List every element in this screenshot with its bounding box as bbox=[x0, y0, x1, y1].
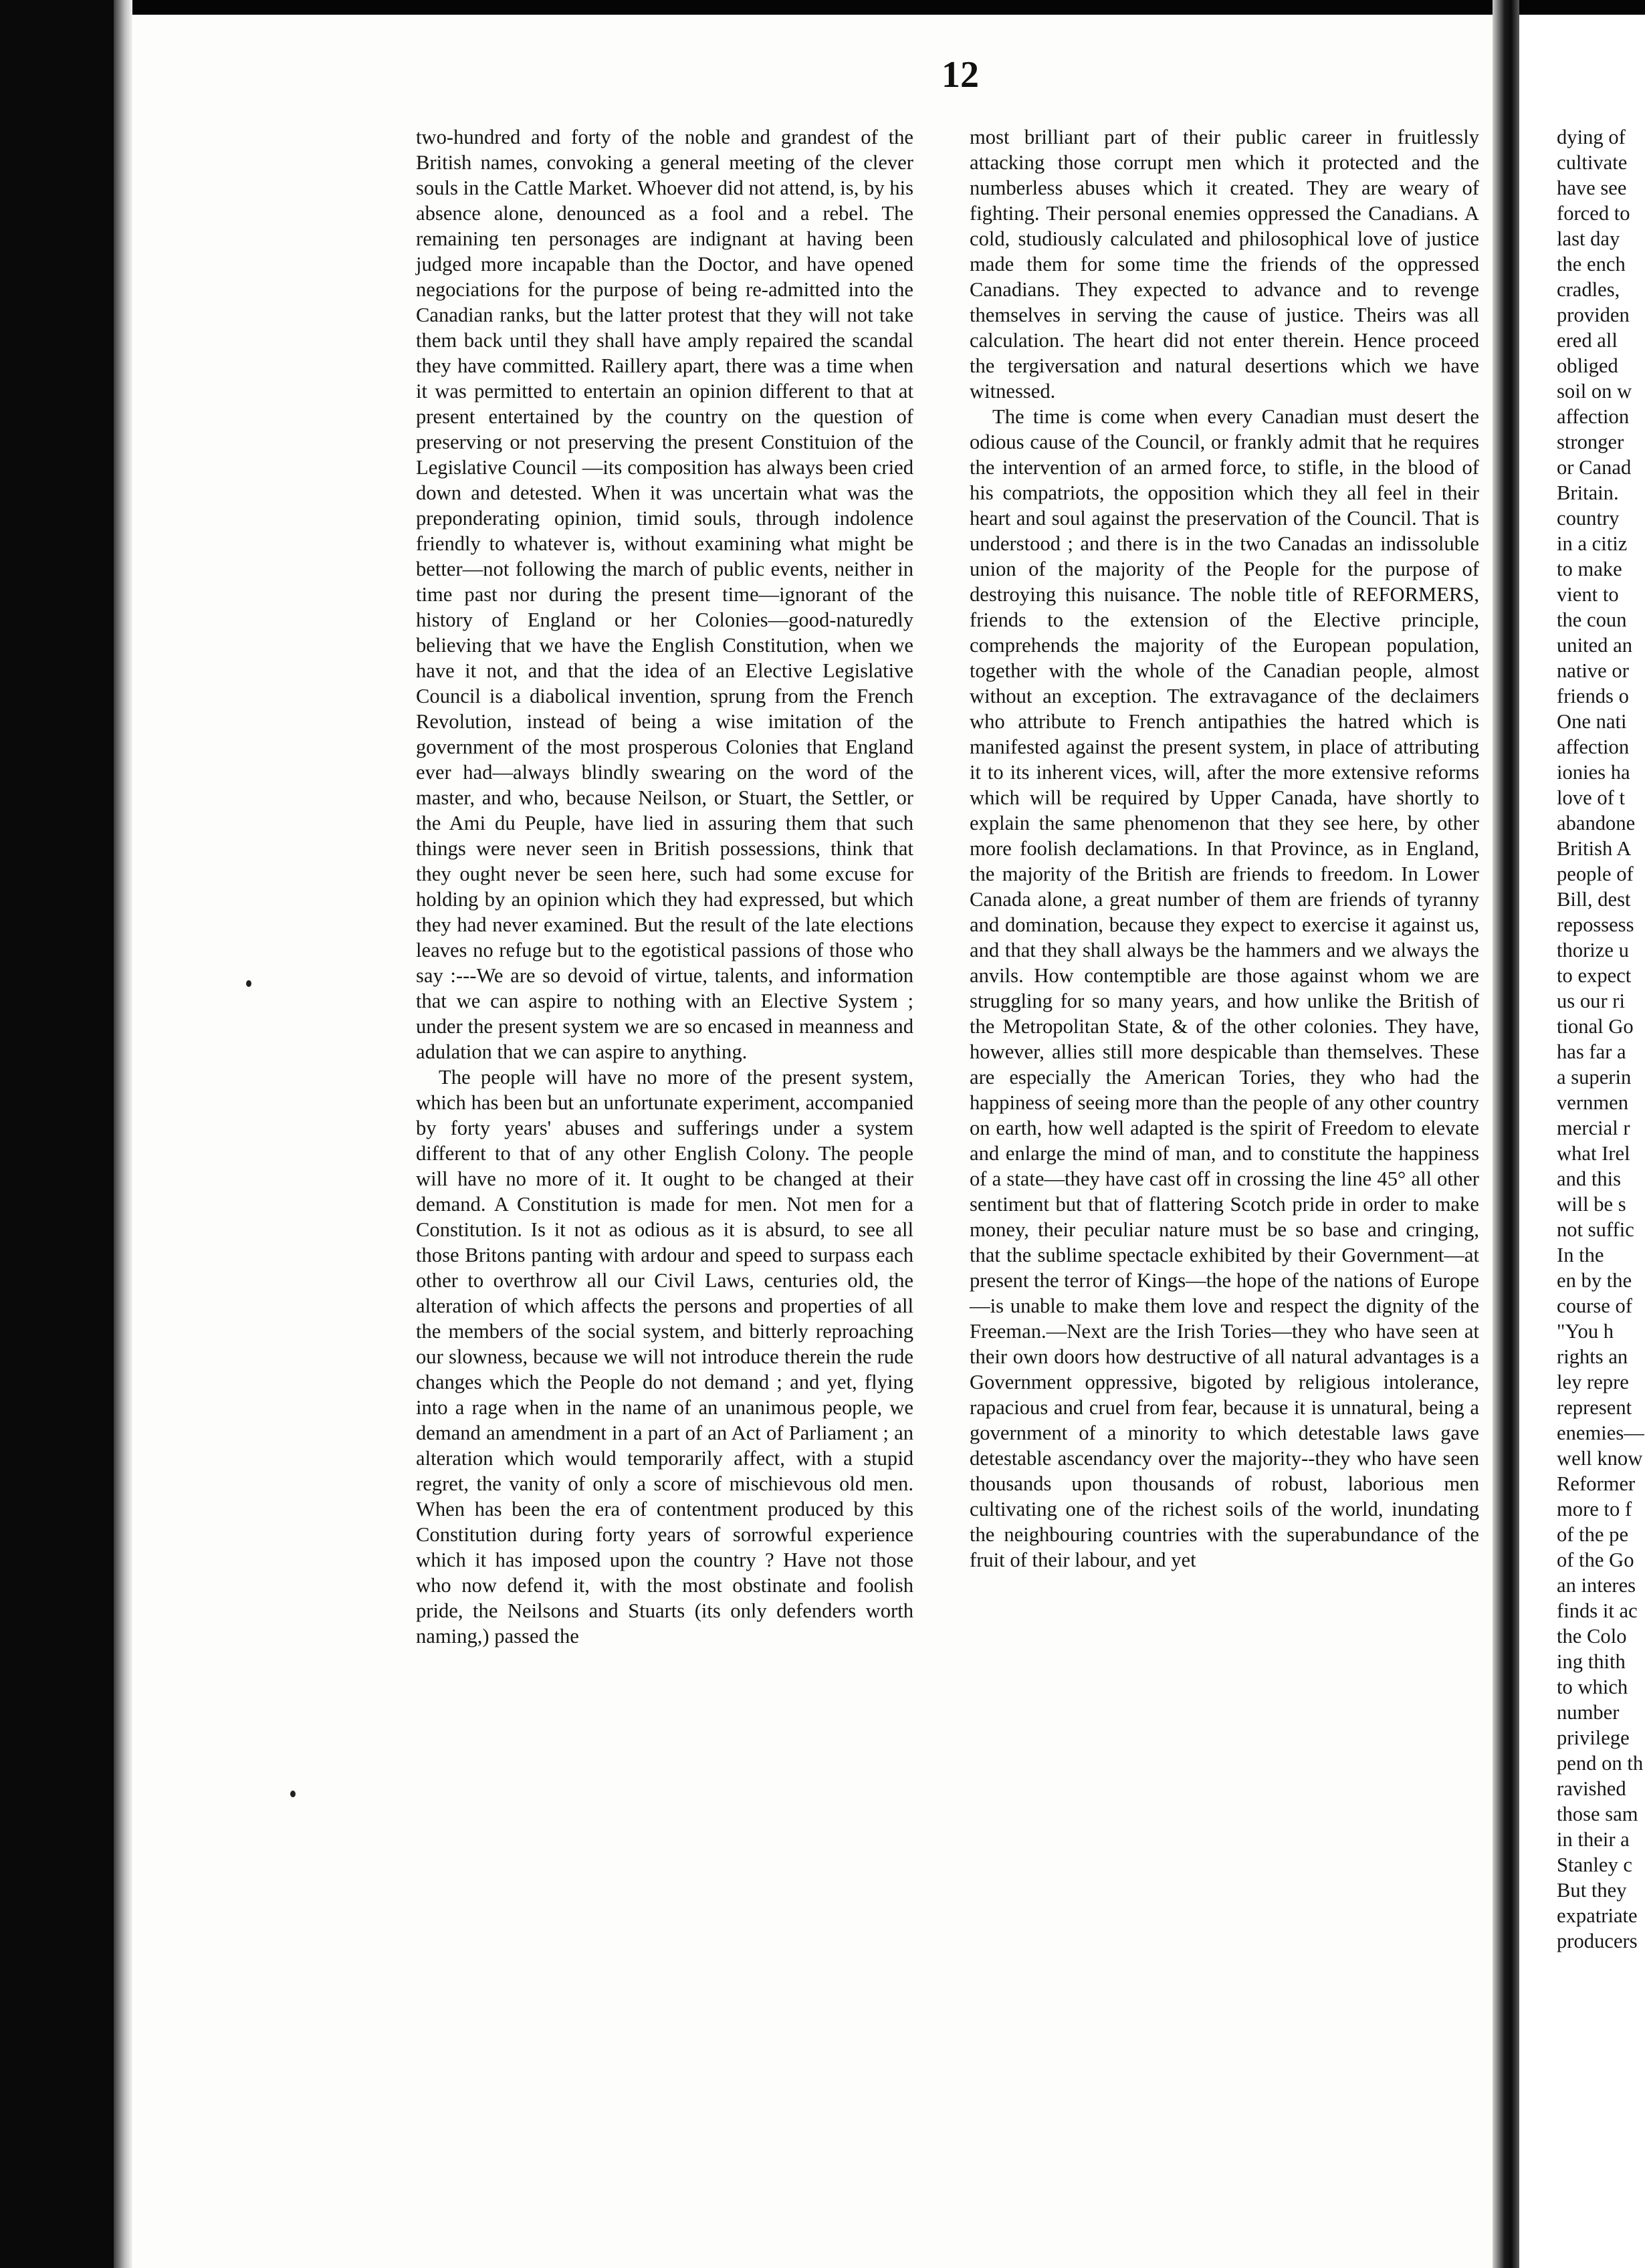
column-3-line: more to f bbox=[1557, 1498, 1632, 1520]
text-column-3-cropped bbox=[1557, 124, 1645, 1954]
column-3-line: mercial r bbox=[1557, 1117, 1630, 1139]
column-3-line: in their a bbox=[1557, 1828, 1630, 1851]
column-3-line: united an bbox=[1557, 634, 1632, 657]
paragraph: most brilliant part of their public career in fruitlessly attacking those corrupt men which it protected and the numberless abuses which it created. They are weary of fighting. Their personal enemies oppressed the Canadians. A cold, studiously calculated and philosophical love of justice made them for some time the friends of the oppressed Canadians. They expected to advance and to revenge themselves in serving the cause of justice. Theirs was all calculation. The heart did not enter therein. Hence proceed the tergiversation and natural desertions which we have witnessed. bbox=[970, 126, 1479, 403]
column-3-line: those sam bbox=[1557, 1803, 1638, 1825]
column-3-line: In the bbox=[1557, 1244, 1604, 1266]
column-3-line: people of bbox=[1557, 863, 1634, 885]
column-3-line: well know bbox=[1557, 1447, 1643, 1470]
column-3-line: Stanley c bbox=[1557, 1853, 1632, 1876]
book-gutter bbox=[1493, 0, 1519, 2268]
column-3-line: of the Go bbox=[1557, 1549, 1634, 1571]
column-3-line: native or bbox=[1557, 659, 1629, 682]
column-3-line: have see bbox=[1557, 177, 1627, 199]
paragraph: two-hundred and forty of the noble and grandest of the British names, convoking a general meeting of the clever souls in the Cattle Market. Whoever did not attend, is, by his absence alone, denounced as a fool and a rebel. The remaining ten personages are indignant at having been judged more incapable than the Doctor, and have opened negociations for the purpose of being re-admitted into the Canadian ranks, but the latter protest that they will not take them back until they shall have amply repaired the scandal they have committed. Raillery apart, there was a time when it was permitted to entertain an opinion different to that at present entertained by the country on the question of preserving or not preserving the present Constituion of the Legislative Council —its composition has always been cried down and detested. When it was uncertain what was the preponderating opinion, timid souls, through indolence friendly to whatever is, without examining what might be better—not following the march of public events, neither in time past nor during the present time—ignorant of the history of England or her Colonies—good-naturedly believing that we have the English Constitution, when we have it not, and that the idea of an Elective Legislative Council is a diabolical invention, sprung from the French Revolution, instead of being a wise imitation of the government of the most prosperous Colonies that England ever had—always blindly swearing on the word of the master, and who, because Neilson, or Stuart, the Settler, or the Ami du Peuple, have lied in assuring them that such things were never seen in British possessions, think that they ought never be seen here, such had some excuse for holding by an opinion which they had expressed, but which they had never examined. But the result of the late elections leaves no refuge but to the egotistical passions of those who say :---We are so devoid of virtue, talents, and information that we can aspire to nothing with an Elective System ; under the present system we are so encased in meanness and adulation that we can aspire to anything. bbox=[416, 126, 913, 1063]
column-3-line: to which bbox=[1557, 1676, 1628, 1698]
column-3-line: pend on th bbox=[1557, 1752, 1644, 1775]
column-3-line: country bbox=[1557, 507, 1620, 530]
column-3-line: One nati bbox=[1557, 710, 1627, 733]
column-3-line: friends o bbox=[1557, 685, 1629, 707]
column-3-line: cradles, bbox=[1557, 278, 1620, 301]
column-3-line: finds it ac bbox=[1557, 1599, 1638, 1622]
column-3-line: "You h bbox=[1557, 1320, 1614, 1343]
column-3-line: Britain. bbox=[1557, 481, 1619, 504]
column-3-line: privilege bbox=[1557, 1726, 1630, 1749]
column-3-line: But they bbox=[1557, 1879, 1627, 1902]
column-3-line: course of bbox=[1557, 1294, 1632, 1317]
column-3-line: has far a bbox=[1557, 1040, 1626, 1063]
column-3-line: tional Go bbox=[1557, 1015, 1634, 1038]
column-3-line: what Irel bbox=[1557, 1142, 1630, 1165]
ink-speck bbox=[246, 980, 251, 987]
column-3-line: Reformer bbox=[1557, 1472, 1636, 1495]
page-left-edge-shadow bbox=[114, 0, 132, 2268]
paragraph: The time is come when every Canadian must desert the odious cause of the Council, or frankly admit that he requires the intervention of an armed force, to stifle, in the blood of his compatriots, the opposition which they all feel in their heart and soul against the preservation of the Council. That is understood ; and there is in the two Canadas an indissoluble union of the majority of the People for the purpose of destroying this nuisance. The noble title of REFORMERS, friends to the extension of the Elective principle, comprehends the majority of the European population, together with the whole of the Canadian people, almost without an exception. The extravagance of the declaimers who attribute to French antipathies the hatred which is manifested against the present system, in place of attributing it to its inherent vices, will, after the more extensive reforms which will be required by Upper Canada, have shortly to explain the same phenomenon that they see here, by other more foolish declamations. In that Province, as in England, the majority of the British are friends to freedom. In Lower Canada alone, a great number of them are friends of tyranny and domination, because they expect to exercise it against us, and that they shall always be the hammers and we always the anvils. How contemptible are those against whom we are struggling for so many years, and how unlike the British of the Metropolitan State, & of the other colonies. They have, however, allies still more despicable than themselves. These are especially the American Tories, they who had the happiness of seeing more than the people of any other country on earth, how well adapted is the spirit of Freedom to elevate and enlarge the mind of man, and to constitute the happiness of a state—they have cast off in crossing the line 45° all other sentiment but that of flattering Scotch pride in order to make money, their peculiar nature must be so base and cringing, that the sublime spectacle exhibited by their Government—at present the terror of Kings—the hope of the nations of Europe—is unable to make them love and respect the dignity of the Freeman.—Next are the Irish Tories—they who have seen at their own doors how destructive of all natural advantages is a Government oppressive, bigoted by religious intolerance, rapacious and cruel from fear, because it is unnatural, being a government of a minority to which detestable laws gave detestable ascendancy over the majority--they who have seen thousands upon thousands of robust, laborious men cultivating one of the richest soils of the world, inundating the neighbouring countries with the superabundance of the fruit of their labour, and yet bbox=[970, 405, 1479, 1571]
text-column-1 bbox=[416, 124, 913, 1649]
column-3-line: producers bbox=[1557, 1930, 1638, 1952]
column-3-line: affection bbox=[1557, 405, 1630, 428]
column-3-line: stronger bbox=[1557, 431, 1624, 453]
column-3-line: obliged bbox=[1557, 354, 1618, 377]
column-3-line: Bill, dest bbox=[1557, 888, 1631, 911]
column-3-line: soil on w bbox=[1557, 380, 1632, 403]
column-3-line: love of t bbox=[1557, 786, 1625, 809]
column-3-line: the coun bbox=[1557, 608, 1627, 631]
column-3-line: the ench bbox=[1557, 253, 1626, 275]
ink-speck bbox=[290, 1791, 296, 1797]
column-3-line: ing thith bbox=[1557, 1650, 1626, 1673]
column-3-line: the Colo bbox=[1557, 1625, 1627, 1648]
column-3-line: ley repre bbox=[1557, 1371, 1629, 1393]
column-3-line: to expect bbox=[1557, 964, 1632, 987]
column-3-line: an interes bbox=[1557, 1574, 1636, 1597]
column-3-line: affection bbox=[1557, 735, 1630, 758]
scan-top-border bbox=[0, 0, 1645, 15]
text-column-2 bbox=[970, 124, 1479, 1573]
column-3-line: repossess bbox=[1557, 913, 1634, 936]
column-3-line: forced to bbox=[1557, 202, 1630, 225]
column-3-line: ravished bbox=[1557, 1777, 1626, 1800]
column-3-line: us our ri bbox=[1557, 990, 1625, 1012]
column-3-line: vernmen bbox=[1557, 1091, 1629, 1114]
column-3-line: to make bbox=[1557, 558, 1622, 580]
column-3-line: will be s bbox=[1557, 1193, 1626, 1216]
scan-left-border bbox=[0, 0, 114, 2268]
page-number: 12 bbox=[942, 54, 979, 96]
column-3-line: and this bbox=[1557, 1167, 1622, 1190]
paragraph: The people will have no more of the present system, which has been but an unfortunate experiment, accompanied by forty years' abuses and sufferings under a system different to that of any other English Colony. The people will have no more of it. It ought to be changed at their demand. A Constitution is made for men. Not men for a Constitution. Is it not as odious as it is absurd, to see all those Britons panting with ardour and speed to surpass each other to overthrow all our Civil Laws, centuries old, the alteration of which affects the persons and properties of all the members of the social system, and bitterly reproaching our slowness, because we will not introduce therein the rude changes which the People do not demand ; and yet, flying into a rage when in the name of an unanimous people, we demand an amendment in a part of an Act of Parliament ; an alteration which would temporarily affect, with a stupid regret, the vanity of only a score of mischievous old men. When has been the era of contentment produced by this Constitution during forty years of sorrowful experience which it has imposed upon the country ? Have not those who now defend it, with the most obstinate and foolish pride, the Neilsons and Stuarts (its only defenders worth naming,) passed the bbox=[416, 1066, 913, 1648]
column-3-line: expatriate bbox=[1557, 1904, 1638, 1927]
column-3-line: of the pe bbox=[1557, 1523, 1629, 1546]
column-3-line: cultivate bbox=[1557, 151, 1628, 174]
column-3-line: en by the bbox=[1557, 1269, 1632, 1292]
column-3-line: number bbox=[1557, 1701, 1620, 1724]
column-3-line: dying of bbox=[1557, 126, 1626, 148]
column-3-line: represent bbox=[1557, 1396, 1632, 1419]
column-3-line: ered all bbox=[1557, 329, 1618, 352]
column-3-line: British A bbox=[1557, 837, 1632, 860]
column-3-line: or Canad bbox=[1557, 456, 1632, 479]
column-3-line: ionies ha bbox=[1557, 761, 1630, 784]
column-3-line: rights an bbox=[1557, 1345, 1628, 1368]
column-3-line: thorize u bbox=[1557, 939, 1629, 961]
column-3-line: in a citiz bbox=[1557, 532, 1628, 555]
column-3-line: enemies— bbox=[1557, 1422, 1644, 1444]
column-3-line: abandone bbox=[1557, 812, 1636, 834]
column-3-line: providen bbox=[1557, 304, 1630, 326]
column-3-line: vient to bbox=[1557, 583, 1619, 606]
column-3-line: a superin bbox=[1557, 1066, 1632, 1089]
column-3-line: not suffic bbox=[1557, 1218, 1634, 1241]
column-3-line: last day bbox=[1557, 227, 1620, 250]
